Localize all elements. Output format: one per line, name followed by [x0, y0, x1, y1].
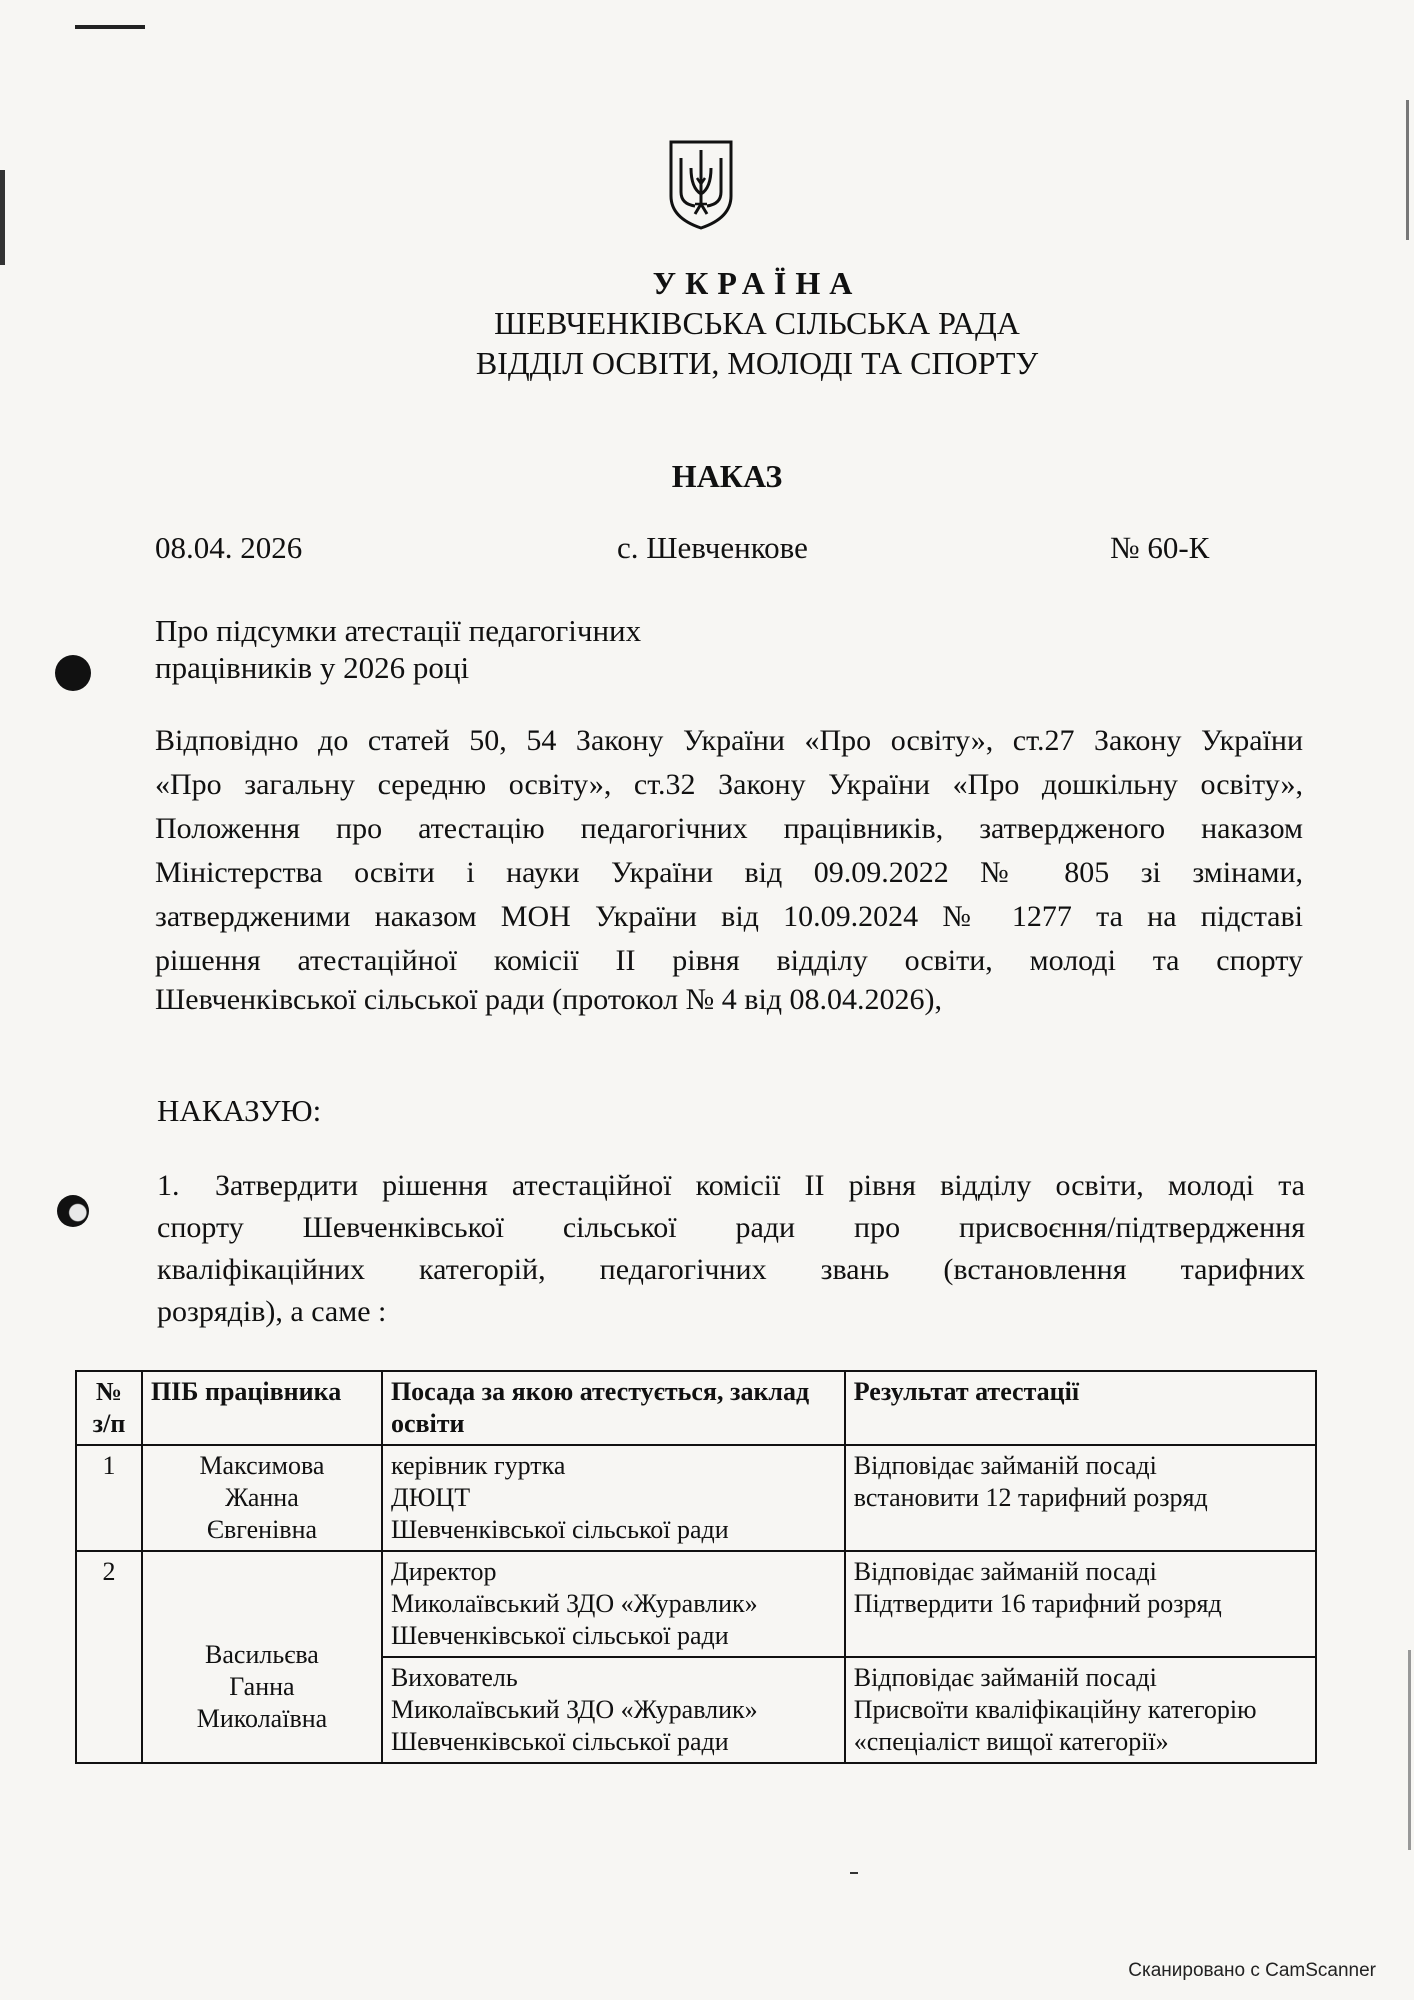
scan-artifact-edge [0, 170, 5, 265]
document-place: с. Шевченкове [617, 530, 808, 565]
clause-line [157, 1165, 1305, 1207]
result-cell [845, 1551, 1316, 1657]
name-part: Жанна [225, 1483, 299, 1512]
clause-line: розрядів), а саме : [157, 1295, 387, 1328]
punch-hole [57, 1195, 89, 1227]
row-number: 1 [76, 1445, 142, 1551]
position-line: Директор [390, 1557, 497, 1586]
position-line: Вихователь [390, 1663, 518, 1692]
attestation-results-table [75, 1370, 1317, 1764]
position-line: Шевченківської сільської ради [390, 1727, 729, 1756]
clause-line: кваліфікаційних категорій, педагогічних звань (встановлення тарифних [157, 1253, 1305, 1286]
clause-number: 1. [157, 1169, 180, 1202]
scan-artifact-edge [1408, 1650, 1411, 1850]
employee-name [142, 1445, 382, 1551]
header-pib: ПІБ працівника [142, 1371, 382, 1445]
result-line: «спеціаліст вищої категорії» [853, 1727, 1169, 1756]
position-line: Миколаївський ЗДО «Журавлик» [390, 1589, 758, 1618]
basis-line: Положення про атестацію педагогічних працівників, затвердженого наказом [155, 812, 1303, 845]
basis-line: Міністерства освіти і науки України від 09.09.2022 № 805 зі змінами, [155, 856, 1303, 889]
employee-name [142, 1551, 382, 1763]
result-cell [845, 1445, 1316, 1551]
scanner-watermark: Сканировано с CamScanner [1128, 1960, 1376, 1981]
header-number [76, 1371, 142, 1445]
scan-artifact-line [75, 25, 145, 29]
position-cell [382, 1445, 845, 1551]
result-line: Підтвердити 16 тарифний розряд [853, 1589, 1222, 1618]
clause-text: Затвердити рішення атестаційної комісії ІІ рівня відділу освіти, молоді та [215, 1169, 1305, 1202]
clause-line: спорту Шевченківської сільської ради про присвоєння/підтвердження [157, 1211, 1305, 1244]
result-line: Відповідає займаній посаді [853, 1557, 1157, 1586]
name-part: Ганна [229, 1672, 295, 1701]
result-line: Відповідає займаній посаді [853, 1451, 1157, 1480]
position-line: Шевченківської сільської ради [390, 1621, 729, 1650]
council-title: ШЕВЧЕНКІВСЬКА СІЛЬСЬКА РАДА [494, 305, 1020, 341]
header-position: Посада за якою атестується, заклад освіти [382, 1371, 845, 1445]
header-result: Результат атестації [845, 1371, 1316, 1445]
position-line: керівник гуртка [390, 1451, 566, 1480]
result-line: Присвоїти кваліфікаційну категорію [853, 1695, 1257, 1724]
basis-line: Шевченківської сільської ради (протокол № 4 від 08.04.2026), [155, 983, 943, 1016]
position-line: Миколаївський ЗДО «Журавлик» [390, 1695, 758, 1724]
header-text: з/п [92, 1409, 126, 1438]
basis-line: рішення атестаційної комісії ІІ рівня відділу освіти, молоді та спорту [155, 944, 1303, 977]
basis-line: затвердженими наказом МОН України від 10.09.2024 № 1277 та на підставі [155, 900, 1303, 933]
name-part: Васильєва [205, 1640, 319, 1669]
name-part: Миколаївна [196, 1704, 328, 1733]
table-header-row [76, 1371, 1316, 1445]
position-line: Шевченківської сільської ради [390, 1515, 729, 1544]
result-cell [845, 1657, 1316, 1763]
result-line: встановити 12 тарифний розряд [853, 1483, 1208, 1512]
scan-artifact-edge [1406, 100, 1409, 240]
position-line: ДЮЦТ [390, 1483, 471, 1512]
tryzub-coat-of-arms-icon [667, 138, 735, 230]
department-title: ВІДДІЛ ОСВІТИ, МОЛОДІ ТА СПОРТУ [475, 345, 1039, 381]
document-date: 08.04. 2026 [155, 530, 303, 565]
scan-artifact-dash [850, 1872, 858, 1874]
position-cell [382, 1657, 845, 1763]
result-line: Відповідає займаній посаді [853, 1663, 1157, 1692]
document-subject [155, 612, 755, 686]
order-clause [157, 1165, 1305, 1333]
basis-line: «Про загальну середню освіту», ст.32 Закону України «Про дошкільну освіту», [155, 768, 1303, 801]
header-text: № [95, 1377, 123, 1406]
document-type: НАКАЗ [671, 458, 783, 494]
position-cell [382, 1551, 845, 1657]
name-part: Євгенівна [206, 1515, 318, 1544]
basis-line: Відповідно до статей 50, 54 Закону України «Про освіту», ст.27 Закону України [155, 724, 1303, 757]
table-row [76, 1445, 1316, 1551]
name-part: Максимова [199, 1451, 325, 1480]
country-title: УКРАЇНА [652, 265, 862, 301]
subject-line: Про підсумки атестації педагогічних [155, 613, 642, 648]
row-number: 2 [76, 1551, 142, 1763]
basis-paragraph [155, 719, 1303, 983]
table-row [76, 1551, 1316, 1657]
order-word: НАКАЗУЮ: [157, 1093, 322, 1128]
document-number: № 60-К [1110, 530, 1210, 565]
punch-hole [55, 655, 91, 691]
subject-line: працівників у 2026 році [155, 650, 470, 685]
